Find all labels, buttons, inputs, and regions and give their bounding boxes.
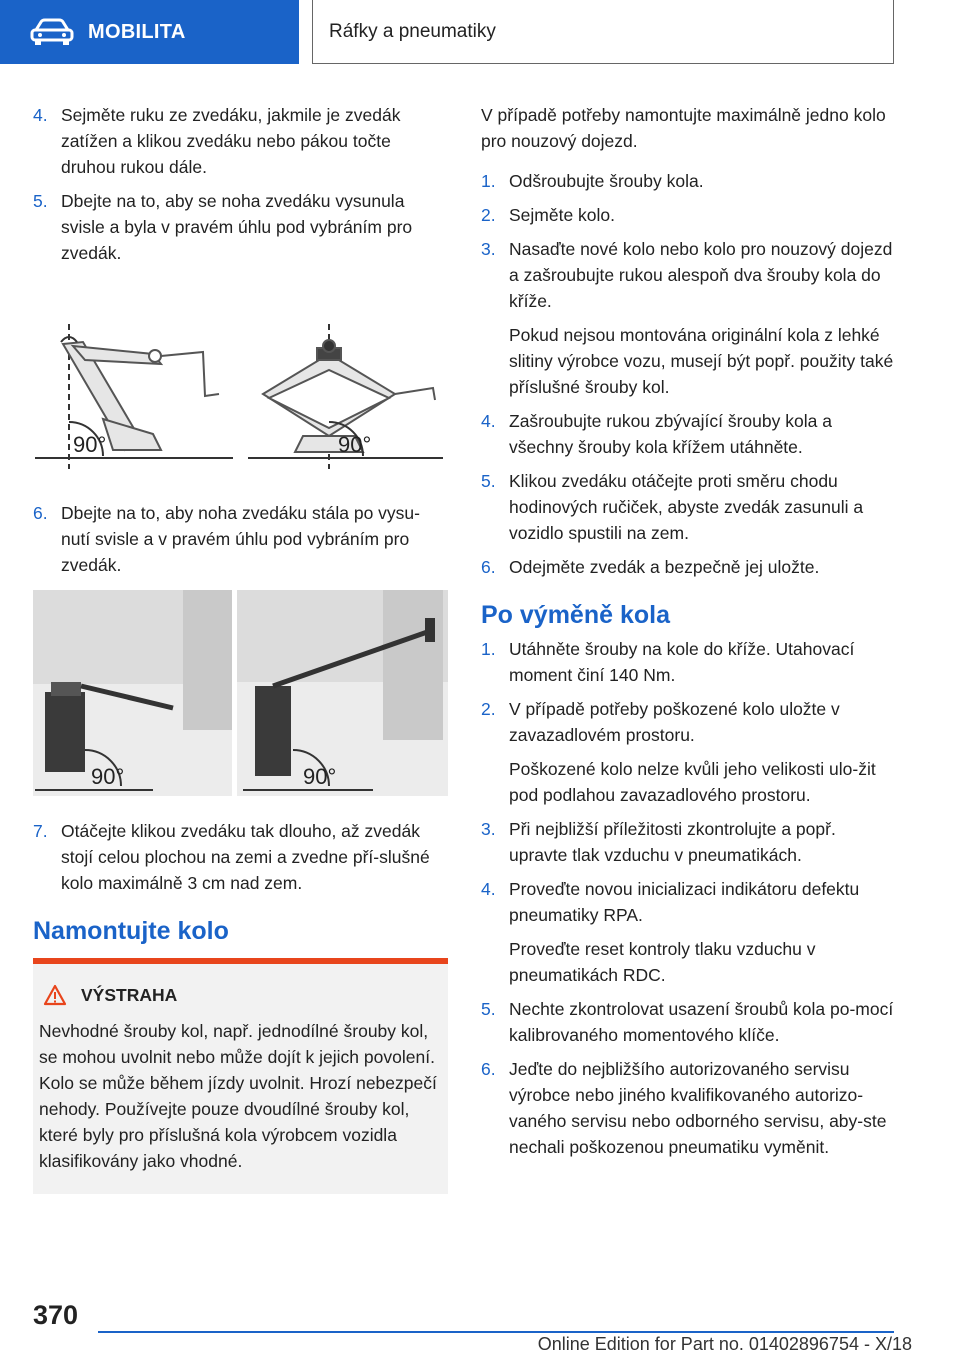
topic-header: [312, 0, 894, 64]
section-title: MOBILITA: [88, 20, 186, 43]
step-text: Nechte zkontrolovat usazení šroubů kola po‐mocí kalibrovaného momentového klíče.: [509, 999, 894, 1045]
list-item: [481, 816, 899, 868]
step-text: Utáhněte šrouby na kole do kříže. Utahovací moment činí 140 Nm.: [509, 639, 855, 685]
step-number: 4.: [481, 411, 496, 431]
step-text: Dbejte na to, aby noha zvedáku stála po vysu‐nutí svisle a v pravém úhlu pod vybráním pro zvedák.: [61, 503, 420, 575]
step-note: Proveďte reset kontroly tlaku vzduchu v pneumatikách RDC.: [509, 939, 816, 985]
warning-triangle-icon: [43, 984, 67, 1006]
edition-note: Online Edition for Part no. 01402896754 - X/18: [537, 1334, 912, 1354]
section-heading: Po výměně kola: [481, 601, 670, 629]
step-number: 6.: [33, 503, 48, 523]
step-number: 6.: [481, 557, 496, 577]
warning-title: VÝSTRAHA: [81, 985, 178, 1005]
step-text: Proveďte novou inicializaci indikátoru defektu pneumatiky RPA.: [509, 879, 860, 925]
jack-diagram-figure: [33, 324, 448, 474]
list-item: [481, 408, 899, 460]
list-item: [33, 102, 448, 180]
step-text: Dbejte na to, aby se noha zvedáku vysunula svisle a byla v pravém úhlu pod vybráním pro zvedák.: [61, 191, 413, 263]
step-number: 4.: [481, 879, 496, 899]
step-text: Sejměte ruku ze zvedáku, jakmile je zvedák zatížen a klikou zvedáku nebo pákou točte druhou rukou dále.: [61, 105, 401, 177]
warning-box: [33, 958, 448, 1194]
list-item: [481, 554, 899, 580]
section-tab: [0, 0, 299, 64]
section-heading: Namontujte kolo: [33, 917, 229, 945]
step-text: Zašroubujte rukou zbývající šrouby kola a všechny šrouby kola křížem utáhněte.: [509, 411, 832, 457]
angle-label: 90°: [73, 432, 107, 457]
list-item: [481, 996, 899, 1048]
step-number: 4.: [33, 105, 48, 125]
step-text: Nasaďte nové kolo nebo kolo pro nouzový dojezd a zašroubujte rukou alespoň dva šrouby kola do kříže.: [509, 239, 893, 311]
left-column: [33, 102, 448, 1194]
topic-title: Ráfky a pneumatiky: [329, 20, 496, 42]
list-item: [481, 468, 899, 546]
list-item: [33, 188, 448, 266]
step-number: 5.: [481, 471, 496, 491]
angle-label: 90°: [91, 764, 125, 789]
list-item: [481, 696, 899, 748]
car-icon: [30, 18, 74, 46]
list-item: [33, 500, 448, 578]
warning-header: [39, 982, 438, 1008]
step-text: Klikou zvedáku otáčejte proti směru chodu hodinových ručiček, abyste zvedák zasunuli a vozidlo spustili na zem.: [509, 471, 864, 543]
step-text: Při nejbližší příležitosti zkontrolujte a popř. upravte tlak vzduchu v pneumatikách.: [509, 819, 836, 865]
footer-divider: [98, 1331, 894, 1333]
step-note: Poškozené kolo nelze kvůli jeho velikosti ulo‐žit pod podlahou zavazadlového prostoru.: [509, 759, 876, 805]
step-number: 3.: [481, 819, 496, 839]
step-number: 5.: [33, 191, 48, 211]
step-text: V případě potřeby poškozené kolo uložte v zavazadlovém prostoru.: [509, 699, 840, 745]
list-item: [481, 636, 899, 688]
step-text: Otáčejte klikou zvedáku tak dlouho, až zvedák stojí celou plochou na zemi a zvedne pří‐slušné kolo maximálně 3 cm nad zem.: [61, 821, 430, 893]
list-item: [481, 202, 899, 228]
step-text: Sejměte kolo.: [509, 205, 616, 225]
step-text: Odejměte zvedák a bezpečně jej uložte.: [509, 557, 820, 577]
step-number: 2.: [481, 205, 496, 225]
list-item: [481, 236, 899, 314]
step-number: 7.: [33, 821, 48, 841]
list-item: [481, 168, 899, 194]
list-item: [481, 876, 899, 928]
right-column: [481, 102, 899, 1168]
step-number: 3.: [481, 239, 496, 259]
warning-text: Nevhodné šrouby kol, např. jednodílné šrouby kol, se mohou uvolnit nebo může dojít k jejich povolení. Kolo se může během jízdy uvolnit. Hrozí nebezpečí nehody. Používejte pouze dvoudílné šrouby kol, které byly pro příslušná kola výrobcem vozidla klasifikovány jako vhodné.: [39, 1021, 437, 1171]
step-number: 1.: [481, 639, 496, 659]
step-number: 2.: [481, 699, 496, 719]
step-number: 5.: [481, 999, 496, 1019]
intro-paragraph: V případě potřeby namontujte maximálně jedno kolo pro nouzový dojezd.: [481, 105, 886, 151]
step-note: Pokud nejsou montována originální kola z lehké slitiny výrobce vozu, musejí být popř. použity také příslušné šrouby kol.: [509, 325, 894, 397]
page-number: 370: [33, 1300, 79, 1330]
step-number: 1.: [481, 171, 496, 191]
list-item: [481, 1056, 899, 1160]
step-text: Jeďte do nejbližšího autorizovaného servisu výrobce nebo jiného kvalifikovaného autorizo‐vaného servisu nebo odborného servisu, aby‐ste nechali poškozenou pneumatiku vyměnit.: [509, 1059, 887, 1157]
step-text: Odšroubujte šrouby kola.: [509, 171, 704, 191]
jack-photo-figure: [33, 590, 448, 796]
angle-label: 90°: [338, 432, 372, 457]
list-item: [33, 818, 448, 896]
angle-label: 90°: [303, 764, 337, 789]
step-number: 6.: [481, 1059, 496, 1079]
